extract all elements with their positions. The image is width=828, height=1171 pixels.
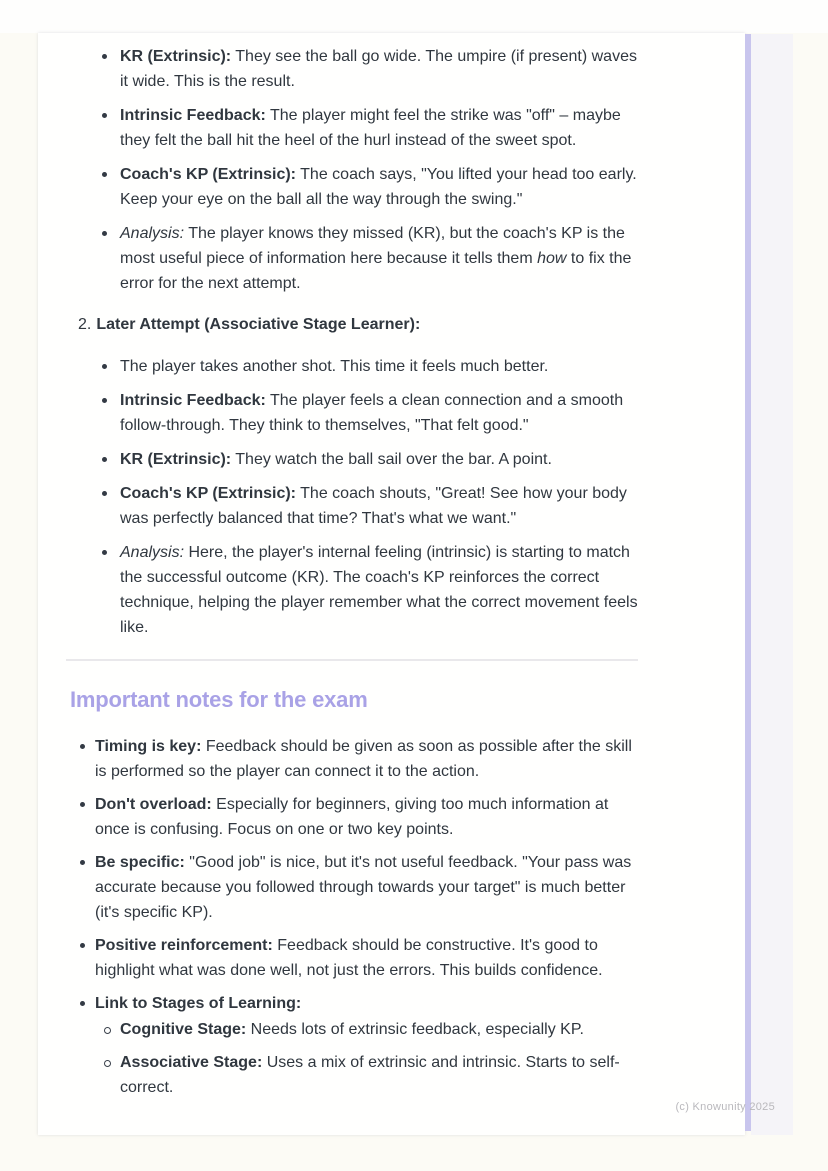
bold-text: Link to Stages of Learning: bbox=[95, 995, 302, 1012]
text-run: The player takes another shot. This time it feels much better. bbox=[120, 358, 549, 375]
list-item bbox=[70, 850, 640, 925]
bold-text: Associative Stage: bbox=[120, 1054, 263, 1071]
text-run: The coach says, "You lifted your head too early. Keep your eye on the ball all the way through the swing." bbox=[120, 166, 637, 208]
ordered-item-later-attempt bbox=[70, 312, 640, 640]
bold-text: Timing is key: bbox=[95, 738, 202, 755]
text-run: "Good job" is nice, but it's not useful feedback. "Your pass was accurate because you followed through towards your target" is much better (it's specific KP). bbox=[95, 854, 632, 921]
sub-list-item bbox=[95, 1017, 640, 1042]
italic-text: Analysis: bbox=[120, 544, 185, 561]
text-run: Feedback should be constructive. It's good to highlight what was done well, not just the errors. This builds confidence. bbox=[95, 937, 603, 979]
bold-text: Intrinsic Feedback: bbox=[120, 107, 266, 124]
list-item bbox=[78, 481, 640, 531]
list-item bbox=[78, 540, 640, 640]
attempt2-feedback-list bbox=[78, 354, 640, 640]
list-item bbox=[78, 354, 640, 379]
list-item bbox=[70, 162, 640, 212]
bold-text: Intrinsic Feedback: bbox=[120, 392, 266, 409]
attempts-ordered-list bbox=[70, 312, 640, 640]
sub-list bbox=[95, 1017, 640, 1100]
list-item bbox=[70, 734, 640, 784]
bold-text: Coach's KP (Extrinsic): bbox=[120, 166, 296, 183]
bold-text: Be specific: bbox=[95, 854, 185, 871]
text-run: Feedback should be given as soon as possible after the skill is performed so the player can connect it to the action. bbox=[95, 738, 632, 780]
bold-text: Don't overload: bbox=[95, 796, 212, 813]
list-item bbox=[70, 991, 640, 1100]
list-item bbox=[70, 933, 640, 983]
bold-text: KR (Extrinsic): bbox=[120, 451, 232, 468]
list-item bbox=[78, 388, 640, 438]
page-content bbox=[70, 33, 640, 1100]
text-run: They see the ball go wide. The umpire (if present) waves it wide. This is the result. bbox=[120, 48, 637, 90]
text-run: to fix the error for the next attempt. bbox=[120, 250, 632, 292]
viewer-top-margin bbox=[0, 0, 828, 33]
text-run: The player might feel the strike was "off" – maybe they felt the ball hit the heel of the hurl instead of the sweet spot. bbox=[120, 107, 621, 149]
text-run: Here, the player's internal feeling (intrinsic) is starting to match the successful outcome (KR). The coach's KP reinforces the correct technique, helping the player remember what the correct movement feels like. bbox=[120, 544, 638, 636]
text-run: They watch the ball sail over the bar. A point. bbox=[231, 451, 552, 468]
list-item bbox=[70, 44, 640, 94]
text-run: The player feels a clean connection and a smooth follow-through. They think to themselves, "That felt good." bbox=[120, 392, 624, 434]
section-divider bbox=[66, 659, 638, 661]
text-run: The player knows they missed (KR), but the coach's KP is the most useful piece of information here because it tells them bbox=[120, 225, 625, 267]
exam-notes-list bbox=[70, 734, 640, 1100]
list-item bbox=[70, 792, 640, 842]
list-item bbox=[70, 103, 640, 153]
viewer-side-strip bbox=[751, 34, 793, 1135]
ordered-item-label: Later Attempt (Associative Stage Learner): bbox=[96, 316, 421, 333]
text-run: Uses a mix of extrinsic and intrinsic. Starts to self-correct. bbox=[120, 1054, 620, 1096]
italic-text: how bbox=[537, 250, 567, 267]
ordered-item-number: 2. bbox=[78, 316, 92, 333]
bold-text: Coach's KP (Extrinsic): bbox=[120, 485, 296, 502]
attempt1-feedback-list bbox=[70, 44, 640, 296]
bold-text: KR (Extrinsic): bbox=[120, 48, 232, 65]
section-heading: Important notes for the exam bbox=[70, 687, 368, 712]
list-item bbox=[70, 221, 640, 296]
text-run: Needs lots of extrinsic feedback, especially KP. bbox=[246, 1021, 584, 1038]
sub-list-item bbox=[95, 1050, 640, 1100]
text-run: The coach shouts, "Great! See how your body was perfectly balanced that time? That's what we want." bbox=[120, 485, 627, 527]
list-item bbox=[78, 447, 640, 472]
bold-text: Cognitive Stage: bbox=[120, 1021, 247, 1038]
document-page bbox=[38, 33, 745, 1135]
bold-text: Positive reinforcement: bbox=[95, 937, 273, 954]
text-run: Especially for beginners, giving too much information at once is confusing. Focus on one or two key points. bbox=[95, 796, 609, 838]
watermark: (c) Knowunity 2025 bbox=[675, 1101, 775, 1113]
italic-text: Analysis: bbox=[120, 225, 185, 242]
